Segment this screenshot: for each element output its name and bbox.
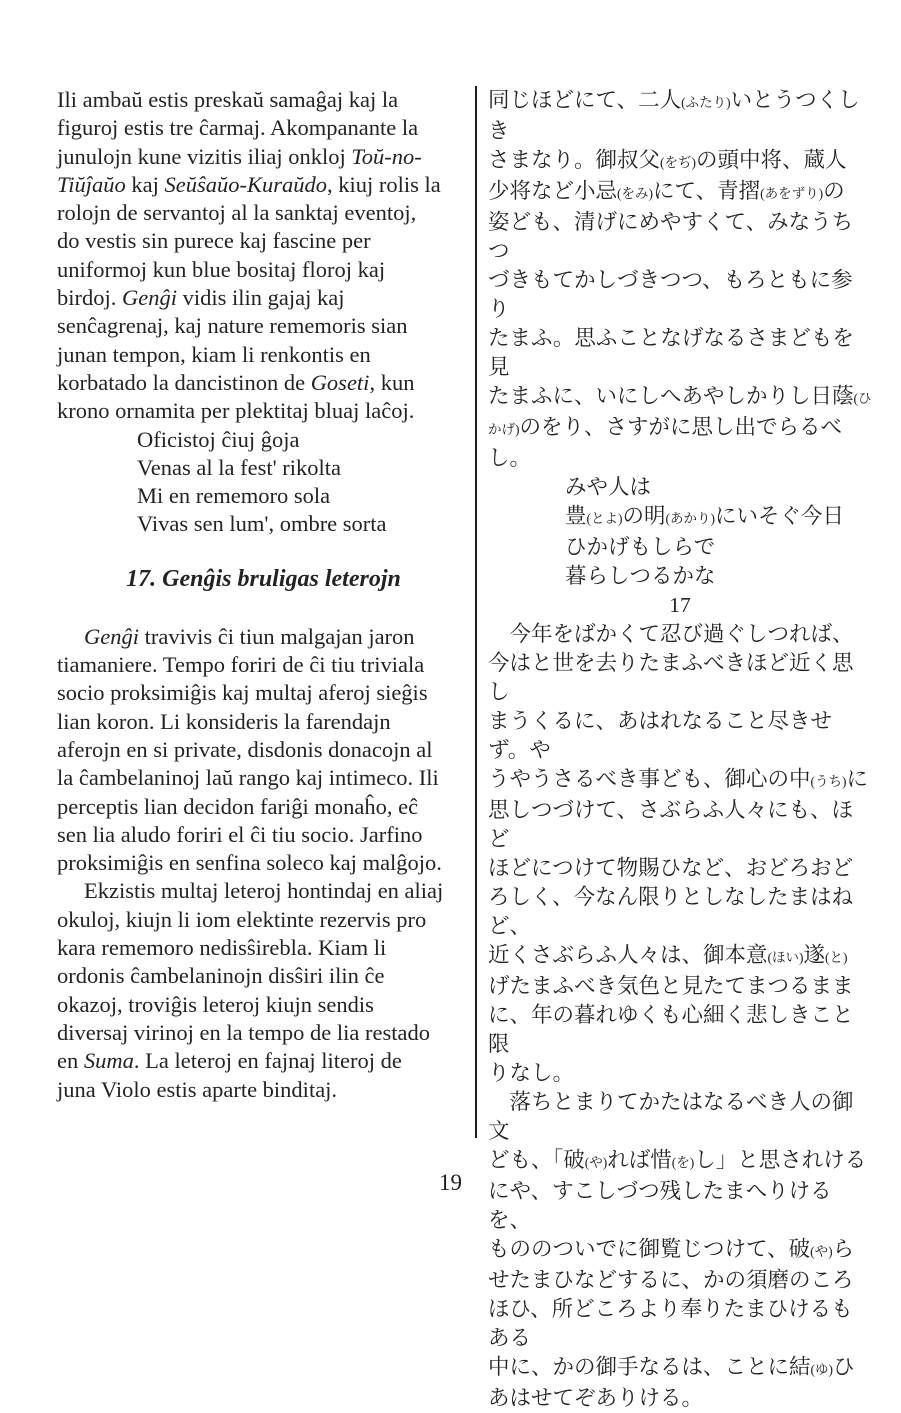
text-paragraph: 今年をばかくて忍び過ぐしつれば、 今はと世を去りたまふべきほど近く思し まうくるに、あはれなること尽きせず。や うやうさるべき事ども、御心の中(うち)に 思しつづけて、さぶらふ人々にも、ほど ほどにつけて物賜ひなど、おどろおど ろしく、今なん限りとしなしたまはねど、 近くさぶらふ人々は、御本意(ほい)遂(と) げたまふべき気色と見たてまつるまま に、年の暮れゆくも心細く悲しきこと限 りなし。 [488, 622, 869, 1085]
text-paragraph: 同じほどにて、二人(ふたり)いとうつくしき さまなり。御叔父(をぢ)の頭中将、蔵人 少将など小忌(をみ)にて、青摺(あをずり)の 姿ども、清げにめやすくて、みなうちつ づきもてかしづきつつ、もろともに参り たまふ。思ふことなげなるさまどもを見 たまふに、いにしへあやしかりし日蔭(ひ かげ)のをり、さすがに思し出でらるべし。 [488, 88, 872, 470]
two-column-text [57, 86, 872, 1413]
japanese-column [488, 86, 872, 1413]
chapter-heading: 17. Genĝis bruligas leterojn [126, 565, 401, 592]
page-number: 19 [439, 1170, 462, 1195]
esperanto-column [57, 86, 470, 1104]
text-paragraph: 落ちとまりてかたはなるべき人の御文 ども、「破(や)れば惜(を)し」と思されける にや、すこしづつ残したまへりけるを、 もののついでに御覧じつけて、破(や)ら せたまひなどするに、かの須磨のころ ほひ、所どころより奉りたまひけるもある 中に、かの御手なるは、ことに結(ゆ)ひ あはせてぞありける。 [488, 1090, 867, 1410]
text-paragraph: Genĝi travivis ĉi tiun malgajan jaron tiamaniere. Tempo foriri de ĉi tiu triviala socio proksimiĝis kaj multaj aferoj sieĝis lian koron. Li konsideris la farendajn aferojn en si private, disdonis donacojn al la ĉambelaninoj laŭ rango kaj intimeco. Ili perceptis lian decidon fariĝi monaĥo, eĉ sen lia aludo foriri el ĉi tiu socio. Jarfino proksimiĝis en senfina soleco kaj malĝojo. [57, 623, 442, 876]
text-paragraph: Ili ambaŭ estis preskaŭ samaĝaj kaj la figuroj estis tre ĉarmaj. Akompanante la junulojn kune vizitis iliaj onkloj Toŭ-no- Tiŭĵaŭo kaj Seŭŝaŭo-Kuraŭdo, kiuj rolis la rolojn de servantoj al la sanktaj eventoj, do vestis sin purece kaj fascine per uniformoj kun blue bositaj floroj kaj birdoj. Genĝi vidis ilin gajaj kaj senĉagrenaj, kaj nature rememoris sian junan tempon, kiam li renkontis en korbatado la dancistinon de Goseti, kun krono ornamita per plektitaj bluaj laĉoj. [57, 87, 441, 424]
poem-stanza: Oficistoj ĉiuj ĝoja Venas al la fest' rikolta Mi en rememoro sola Vivas sen lum', ombre sorta [137, 426, 387, 537]
poem-stanza: みや人は 豊(とよ)の明(あかり)にいそぐ今日 ひかげもしらで 暮らしつるかな [565, 475, 845, 588]
column-divider-rule [475, 86, 477, 1138]
stanza-number: 17 [669, 593, 691, 617]
text-paragraph: Ekzistis multaj leteroj hontindaj en aliaj okuloj, kiujn li iom elektinte rezervis pro kara rememoro nedisŝirebla. Kiam li ordonis ĉambelaninojn disŝiri ilin ĉe okazoj, troviĝis leteroj kiujn sendis diversaj virinoj en la tempo de lia restado en Suma. La leteroj en fajnaj literoj de juna Violo estis aparte binditaj. [57, 878, 444, 1102]
